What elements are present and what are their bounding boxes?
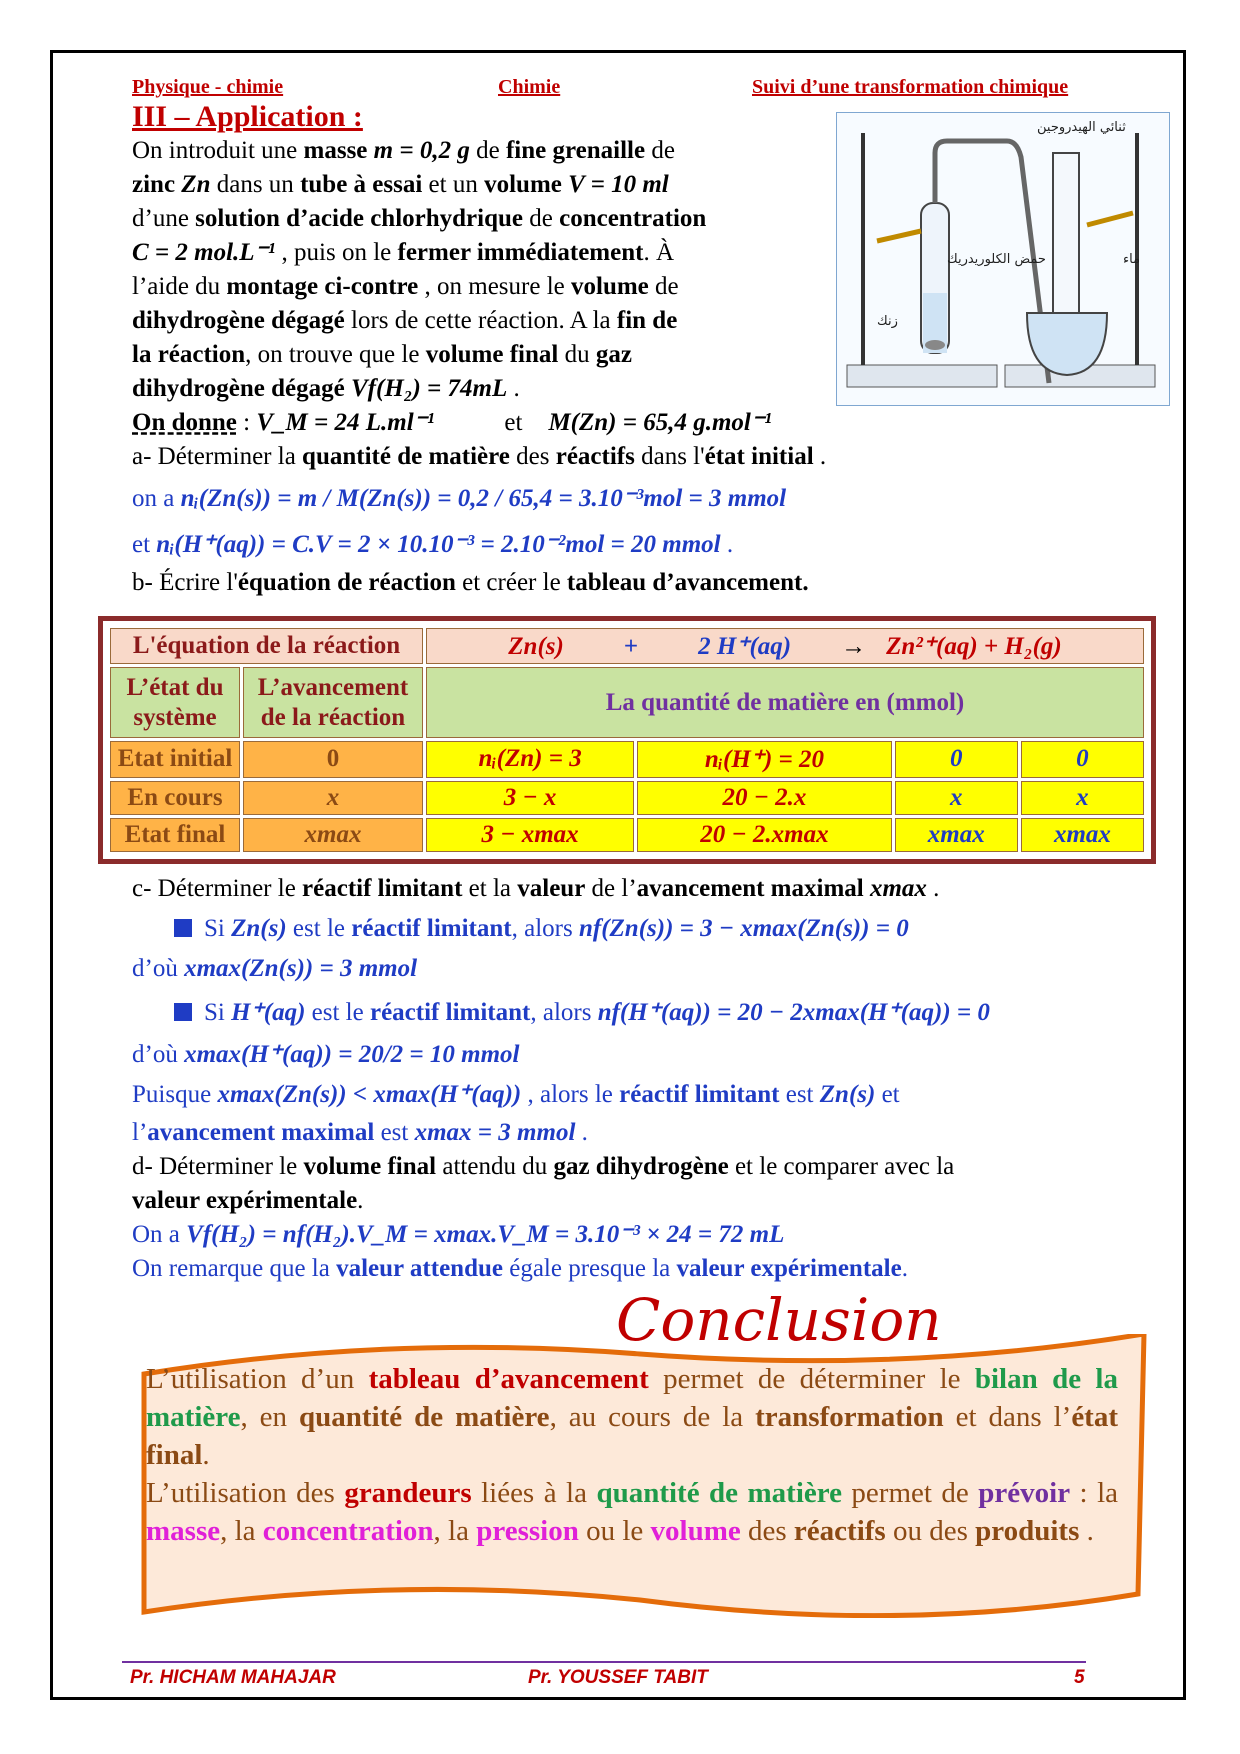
progress-table-frame [98,616,1156,864]
label-acid: حمض الكلوريدريك [947,252,1046,267]
header-section: Chimie [498,76,561,98]
footer-divider [122,1661,1086,1663]
max-advancement: l’avancement maximal est xmax = 3 mmol . [132,1119,588,1146]
main-content-lower [132,872,1112,1286]
header-chapter: Suivi d’une transformation chimique [752,76,1069,98]
label-water: ماء [1123,252,1141,267]
remark: On remarque que la valeur attendue égale presque la valeur expérimentale. [132,1255,908,1282]
given-data: On donne : V_M = 24 L.ml⁻¹ et M(Zn) = 65,4 g.mol⁻¹ [132,409,772,436]
conclusion-paragraph-2: L’utilisation des grandeurs liées à la quantité de matière permet de prévoir : la masse, la concentration, la pression ou le volume des réactifs ou des produits . [146,1477,1118,1547]
bullet-square-icon [174,919,192,937]
case-zinc: Si Zn(s) est le réactif limitant, alors nf(Zn(s)) = 3 − xmax(Zn(s)) = 0 [132,912,1112,946]
conclusion-text [146,1360,1118,1550]
state-label: L’état du système [110,667,240,738]
equation-label: L'équation de la réaction [110,628,423,664]
question-d: d- Déterminer le volume final attendu du gaz dihydrogène et le comparer avec la [132,1153,955,1180]
table-row: En cours x 3 − x 20 − 2.x x x [110,781,1144,815]
experiment-apparatus-image [836,112,1170,406]
table-row: Etat initial 0 nᵢ(Zn) = 3 nᵢ(H⁺) = 20 0 0 [110,741,1144,777]
answer-a-zinc: on a nᵢ(Zn(s)) = m / M(Zn(s)) = 0,2 / 65,4 = 3.10⁻³mol = 3 mmol [132,485,787,512]
answer-d: On a Vf(H₂) = nf(H₂).V_M = xmax.V_M = 3.10⁻³ × 24 = 72 mL [132,1221,785,1248]
progress-table [107,625,1147,855]
question-d-cont: valeur expérimentale. [132,1187,364,1214]
quantity-label: La quantité de matière en (mmol) [426,667,1144,738]
comparison: Puisque xmax(Zn(s)) < xmax(H⁺(aq)) , alors le réactif limitant est Zn(s) et [132,1081,900,1108]
result-zinc: d’où xmax(Zn(s)) = 3 mmol [132,955,418,982]
answer-a-acid: et nᵢ(H⁺(aq)) = C.V = 2 × 10.10⁻³ = 2.10⁻²mol = 20 mmol . [132,531,734,558]
conclusion-paragraph-1: L’utilisation d’un tableau d’avancement permet de déterminer le bilan de la matière, en quantité de matière, au cours de la transformation et dans l’état final. [146,1363,1118,1471]
label-zinc: زنك [877,314,898,329]
equation-cell: Zn(s) + 2 H⁺(aq) → Zn²⁺(aq) + H₂(g) [426,628,1144,664]
result-acid: d’où xmax(H⁺(aq)) = 20/2 = 10 mmol [132,1041,520,1068]
header-subject: Physique - chimie [132,76,284,98]
case-acid: Si H⁺(aq) est le réactif limitant, alors nf(H⁺(aq)) = 20 − 2xmax(H⁺(aq)) = 0 [132,996,1112,1030]
question-b: b- Écrire l'équation de réaction et créer le tableau d’avancement. [132,569,809,596]
advancement-label: L’avancement de la réaction [243,667,423,738]
question-c: c- Déterminer le réactif limitant et la valeur de l’avancement maximal xmax . [132,875,940,902]
footer-author-1: Pr. HICHAM MAHAJAR [130,1667,336,1688]
conclusion-title: Conclusion [616,1286,942,1354]
intro-paragraph: On introduit une masse m = 0,2 g de fine grenaille de zinc Zn dans un tube à essai et un volume V = 10 ml d’une solution d’acide chlorhydrique de concentration C = 2 mol.L⁻¹ , puis on le fermer immédiatement. À l’aide du montage ci-contre , on mesure le volume de dihydrogène dégagé lors de cette réaction. A la fin de la réaction, on trouve que le volume final du gaz dihydrogène dégagé Vf(H₂) = 74mL . [132,137,707,402]
label-dihydrogen: ثنائي الهيدروجين [1037,120,1126,135]
section-title: III – Application : [132,100,363,133]
question-a: a- Déterminer la quantité de matière des réactifs dans l'état initial . [132,443,827,470]
table-row: Etat final xmax 3 − xmax 20 − 2.xmax xmax xmax [110,818,1144,852]
bullet-square-icon [174,1003,192,1021]
footer-author-2: Pr. YOUSSEF TABIT [528,1667,708,1688]
page-number: 5 [1074,1667,1085,1688]
